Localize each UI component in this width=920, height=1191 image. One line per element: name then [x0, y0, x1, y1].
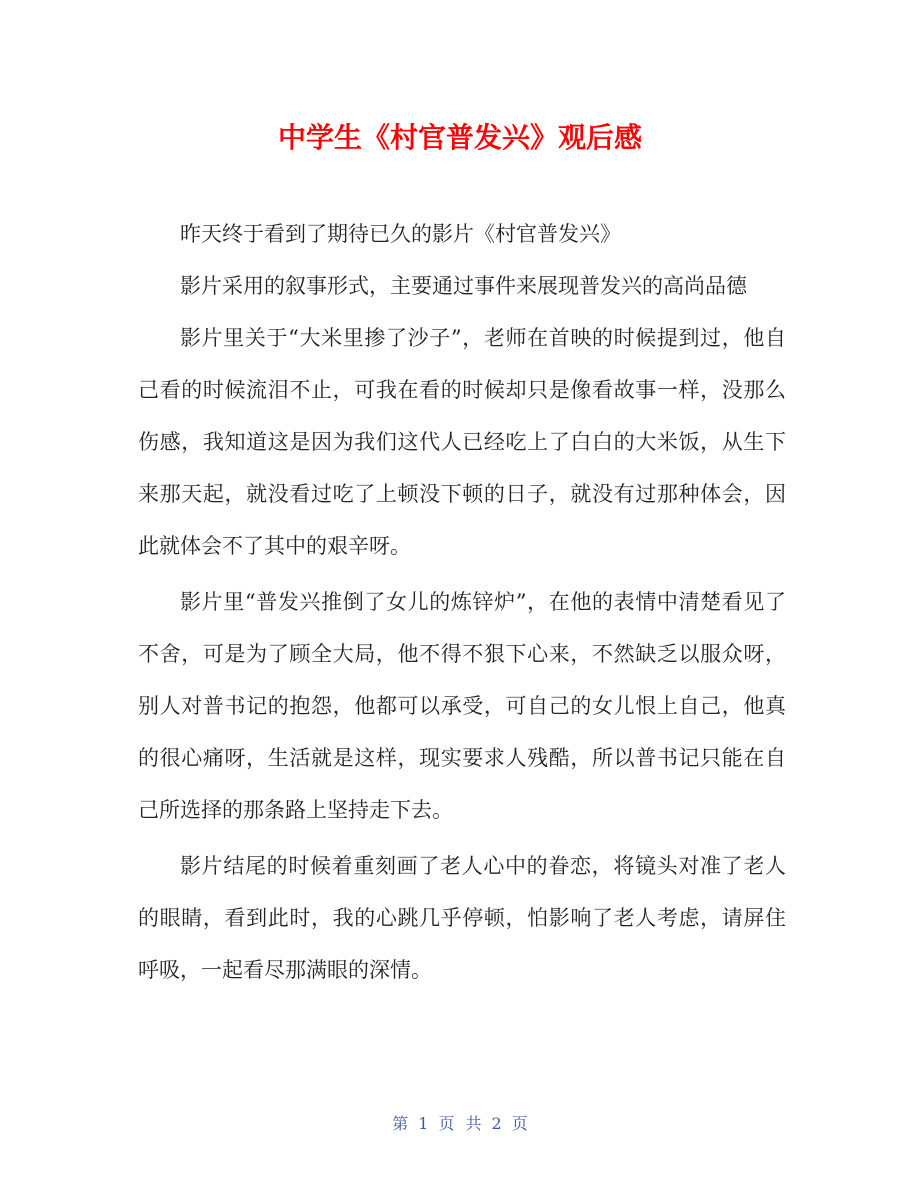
paragraph: 影片采用的叙事形式，主要通过事件来展现普发兴的高尚品德: [180, 274, 747, 298]
footer-prefix: 第: [392, 1114, 409, 1133]
paragraph: 影片里“普发兴推倒了女儿的炼锌炉”，在他的表情中清楚看见了不舍，可是为了顾全大局，他不得不狠下心来，不然缺乏以服众呀，别人对普书记的抱怨，他都可以承受，可自己的女儿恨上自己，他真的很心痛呀，生活就是这样，现实要求人残酷，所以普书记只能在自己所选择的那条路上坚持走下去。: [138, 590, 786, 822]
document-title: 中学生《村官普发兴》观后感: [277, 121, 642, 154]
current-page-number: 1: [418, 1114, 429, 1133]
footer-suffix: 页: [511, 1114, 528, 1133]
paragraph: 影片结尾的时候着重刻画了老人心中的眷恋，将镜头对准了老人的眼睛，看到此时，我的心跳几乎停顿，怕影响了老人考虑，请屏住呼吸，一起看尽那满眼的深情。: [138, 854, 786, 982]
total-page-count: 2: [491, 1114, 502, 1133]
paragraph: 影片里关于“大米里掺了沙子”，老师在首映的时候提到过，他自己看的时候流泪不止，可我在看的时候却只是像看故事一样，没那么伤感，我知道这是因为我们这代人已经吃上了白白的大米饭，从生下来那天起，就没看过吃了上顿没下顿的日子，就没有过那种体会，因此就体会不了其中的艰辛呀。: [138, 326, 786, 558]
page-footer: [0, 1112, 920, 1136]
footer-mid: 页 共: [438, 1114, 482, 1133]
document-body: [138, 208, 786, 996]
paragraph: 昨天终于看到了期待已久的影片《村官普发兴》: [180, 222, 621, 246]
